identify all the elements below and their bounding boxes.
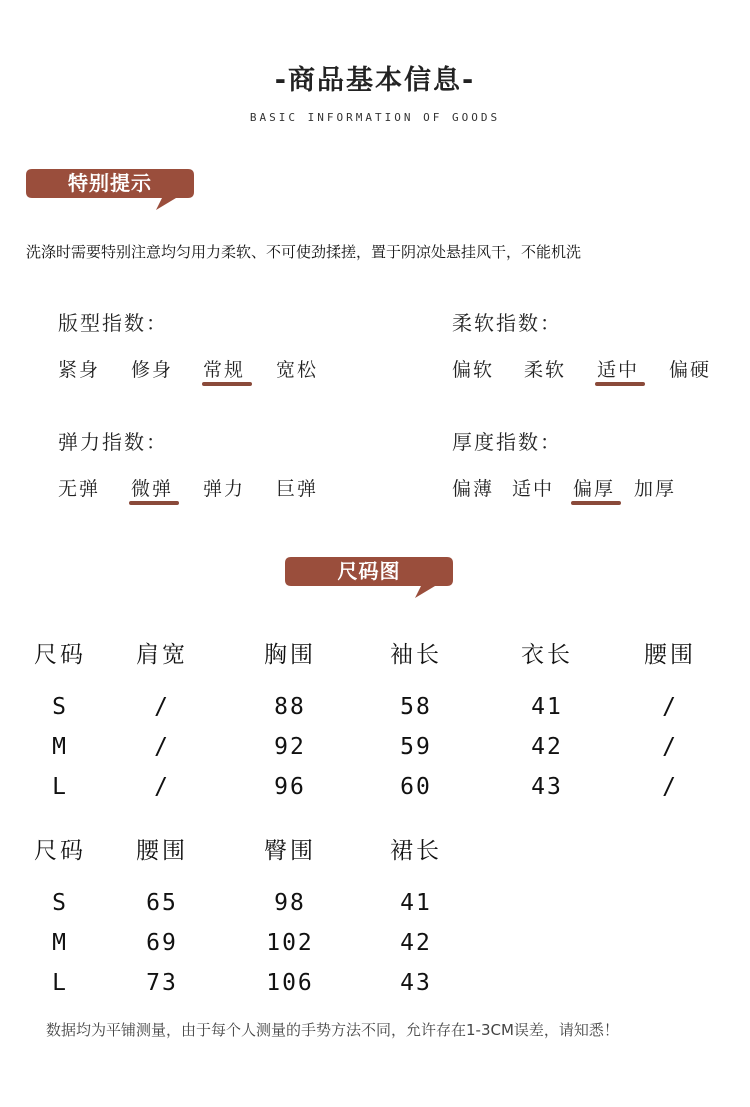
tips-banner <box>26 168 196 202</box>
elasticity-index-title: 弹力指数： <box>58 430 168 454</box>
table-cell: 92 <box>274 734 306 760</box>
top-table-header: 肩宽 <box>136 642 188 668</box>
table-cell: 59 <box>400 734 432 760</box>
top-table-header: 胸围 <box>264 642 316 668</box>
softness-index-title: 柔软指数： <box>452 311 562 335</box>
table-cell: 69 <box>146 930 178 956</box>
softness-option: 柔软 <box>524 359 567 381</box>
table-cell: / <box>154 734 170 760</box>
softness-option: 偏硬 <box>669 359 712 381</box>
table-cell: 41 <box>400 890 432 916</box>
bottom-table-header: 臀围 <box>264 838 316 864</box>
table-cell: 98 <box>274 890 306 916</box>
measurement-note: 数据均为平铺测量，由于每个人测量的手势方法不同，允许存在1-3CM误差，请知悉！ <box>46 1021 619 1039</box>
table-cell: 96 <box>274 774 306 800</box>
fit-option: 宽松 <box>276 359 319 381</box>
fit-option-selected: 常规 <box>203 359 246 381</box>
table-cell: 43 <box>400 970 432 996</box>
table-cell: 60 <box>400 774 432 800</box>
table-cell: M <box>52 734 68 760</box>
table-cell: 43 <box>531 774 563 800</box>
table-cell: S <box>52 890 68 916</box>
table-cell: 102 <box>266 930 314 956</box>
bottom-table-header: 尺码 <box>34 838 86 864</box>
top-table-header: 衣长 <box>521 642 573 668</box>
table-cell: S <box>52 694 68 720</box>
softness-option: 偏软 <box>452 359 495 381</box>
elasticity-selected-underline <box>129 501 179 505</box>
table-cell: L <box>52 970 68 996</box>
table-cell: 41 <box>531 694 563 720</box>
thickness-index-title: 厚度指数： <box>452 430 562 454</box>
elasticity-option: 弹力 <box>203 478 246 500</box>
thickness-option-selected: 偏厚 <box>573 478 616 500</box>
table-cell: L <box>52 774 68 800</box>
elasticity-option: 无弹 <box>58 478 101 500</box>
table-cell: / <box>154 774 170 800</box>
table-cell: M <box>52 930 68 956</box>
thickness-option: 加厚 <box>634 478 677 500</box>
table-cell: 65 <box>146 890 178 916</box>
table-cell: / <box>662 694 678 720</box>
table-cell: 106 <box>266 970 314 996</box>
table-cell: 73 <box>146 970 178 996</box>
table-cell: / <box>154 694 170 720</box>
size-chart-banner-label: 尺码图 <box>337 559 401 583</box>
care-notice: 洗涤时需要特别注意均匀用力柔软、不可使劲揉搓，置于阴凉处悬挂风干，不能机洗 <box>26 243 582 261</box>
fit-index-title: 版型指数： <box>58 311 168 335</box>
page-title: -商品基本信息- <box>274 65 476 96</box>
page-subtitle: BASIC INFORMATION OF GOODS <box>249 111 501 124</box>
fit-selected-underline <box>202 382 252 386</box>
top-table-header: 尺码 <box>34 642 86 668</box>
fit-option: 修身 <box>131 359 174 381</box>
table-cell: 88 <box>274 694 306 720</box>
elasticity-option-selected: 微弹 <box>131 478 174 500</box>
table-cell: 58 <box>400 694 432 720</box>
table-cell: / <box>662 774 678 800</box>
fit-option: 紧身 <box>58 359 101 381</box>
thickness-option: 适中 <box>512 478 555 500</box>
table-cell: / <box>662 734 678 760</box>
softness-option-selected: 适中 <box>597 359 640 381</box>
top-table-header: 腰围 <box>644 642 696 668</box>
top-table-header: 袖长 <box>390 642 442 668</box>
bottom-table-header: 腰围 <box>136 838 188 864</box>
size-chart-banner <box>285 556 455 590</box>
tips-banner-label: 特别提示 <box>68 171 152 195</box>
elasticity-option: 巨弹 <box>276 478 319 500</box>
thickness-option: 偏薄 <box>452 478 495 500</box>
bottom-table-header: 裙长 <box>390 838 442 864</box>
table-cell: 42 <box>400 930 432 956</box>
thickness-selected-underline <box>571 501 621 505</box>
softness-selected-underline <box>595 382 645 386</box>
table-cell: 42 <box>531 734 563 760</box>
